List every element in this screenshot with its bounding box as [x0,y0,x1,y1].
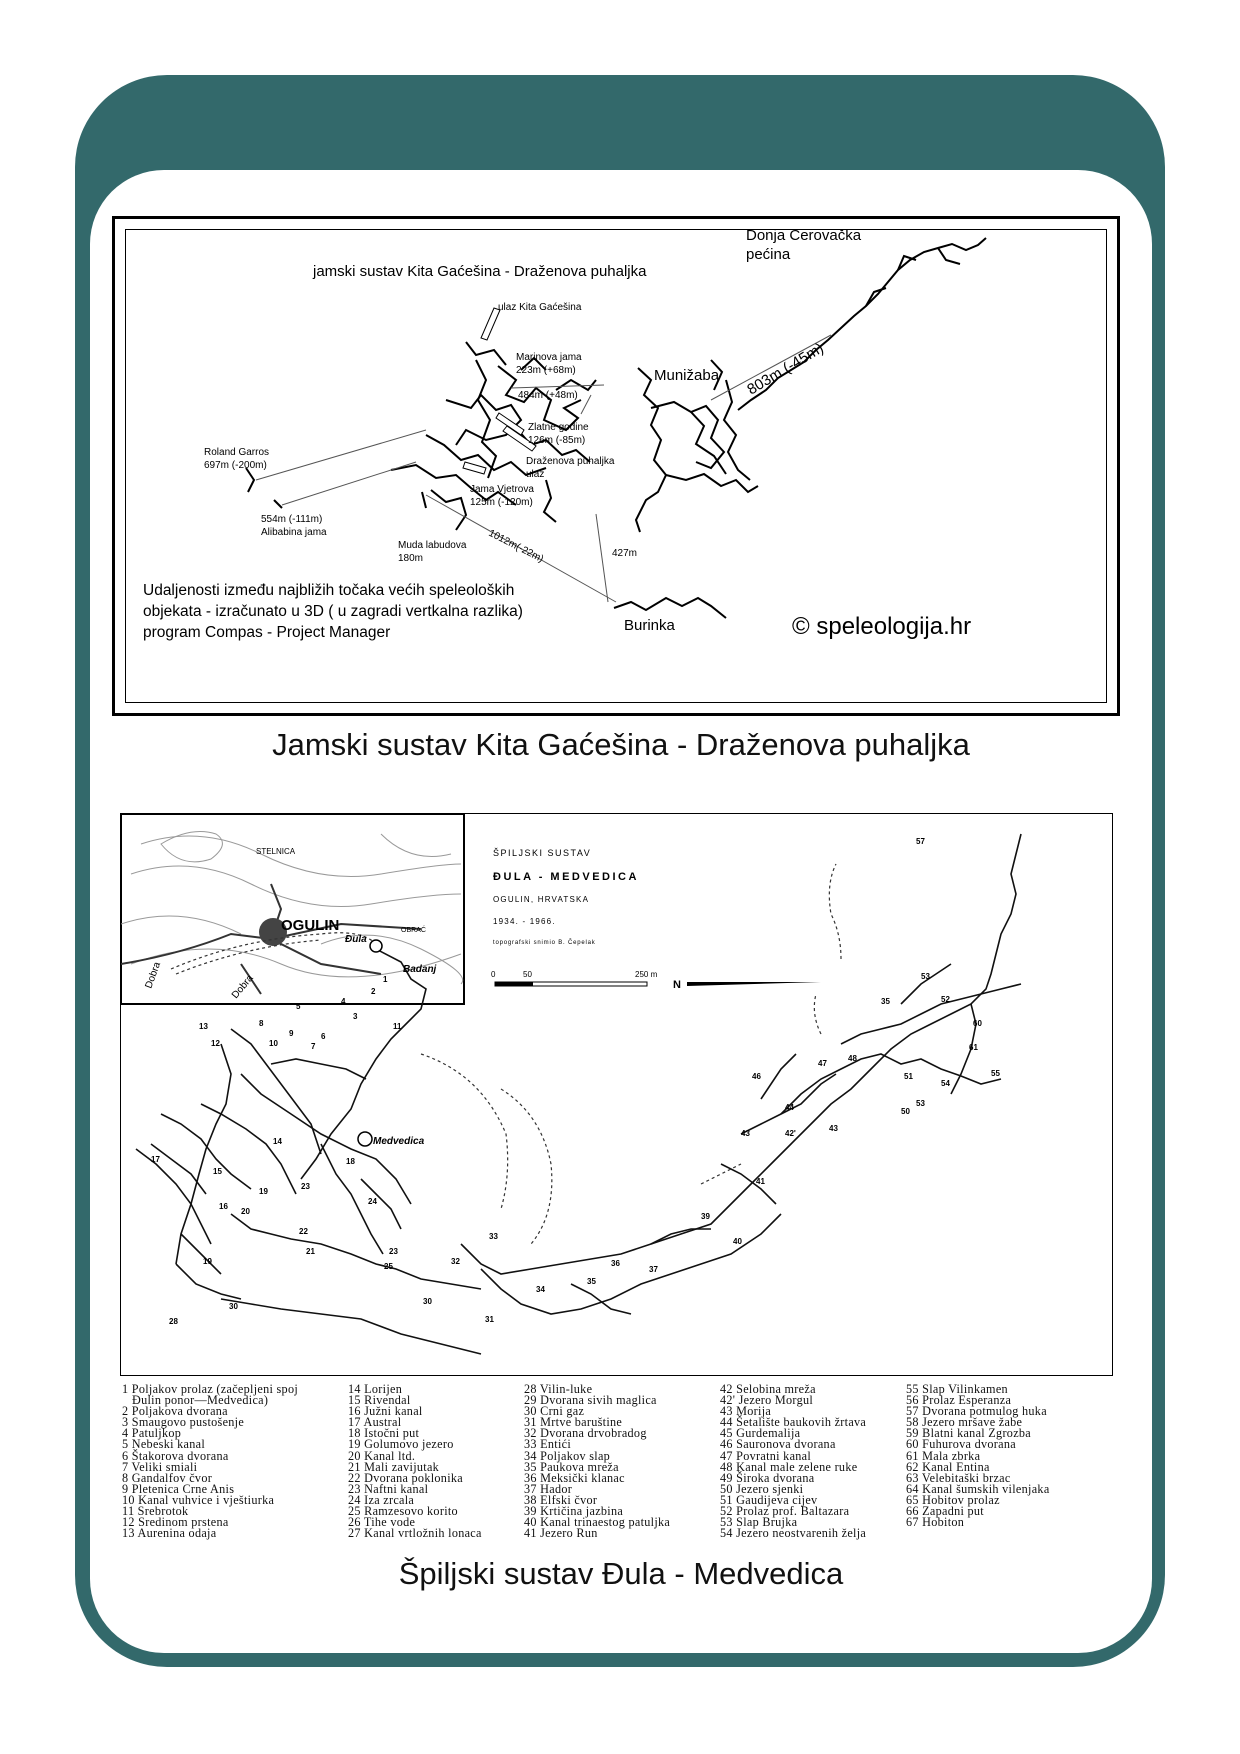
label-roland-dist: 697m (-200m) [204,460,267,471]
inset-stelnica: STELNICA [256,847,296,856]
passage-number: 43 [741,1129,750,1138]
legend-item: 3 Smaugovo pustošenje [122,1415,245,1430]
scale-0: 0 [491,970,496,979]
legend-item: 52 Prolaz prof. Baltazara [720,1504,850,1519]
label-ulaz-kita: ulaz Kita Gaćešina [498,302,582,313]
map1-title: jamski sustav Kita Gaćešina - Draženova puhaljka [313,263,647,280]
passage-number: 14 [273,1137,282,1146]
passage-number: 15 [213,1167,222,1176]
passage-number: 31 [485,1315,494,1324]
legend-item: 26 Tihe vode [348,1515,416,1530]
legend-item: 16 Južni kanal [348,1404,423,1419]
passage-number: 36 [611,1259,620,1268]
legend-item: 41 Jezero Run [524,1526,598,1541]
passage-number: 34 [536,1285,545,1294]
label-burinka: Burinka [624,617,675,634]
legend-item: 62 Kanal Entina [906,1459,990,1474]
legend-item: 19 Golumovo jezero [348,1437,454,1452]
passage-number: 9 [289,1029,294,1038]
passage-number: 8 [259,1019,264,1028]
legend-item: 61 Mala zbrka [906,1448,981,1463]
legend-item: 53 Slap Brujka [720,1515,798,1530]
legend-item: 33 Entići [524,1437,572,1452]
label-jama-vjetrova: Jama Vjetrova [470,484,534,495]
place-dula: Đula [345,934,367,945]
label-zlatne-dist: 126m (-85m) [528,435,586,446]
legend-item: 9 Pletenica Crne Anis [122,1481,235,1496]
legend-item: 36 Meksički klanac [524,1470,625,1485]
legend-item: 58 Jezero mršave žabe [906,1415,1023,1430]
passage-number: 24 [368,1197,377,1206]
passage-number: 19 [259,1187,268,1196]
legend-item: 13 Aurenina odaja [122,1526,217,1541]
passage-number: 40 [733,1237,742,1246]
passage-number: 23 [389,1247,398,1256]
caption-kita-gacesina: Jamski sustav Kita Gaćešina - Draženova puhaljka [272,727,970,762]
map2-header-1: ŠPILJSKI SUSTAV [493,848,592,858]
legend-item: 46 Sauronova dvorana [720,1437,836,1452]
legend-item: 32 Dvorana drvobradog [524,1426,647,1441]
legend-item: 47 Povratni kanal [720,1448,812,1463]
passage-number: 60 [973,1019,982,1028]
legend-item: 21 Mali zavijutak [348,1459,440,1474]
label-zlatne: Zlatne godine [528,422,589,433]
legend-item: 24 Iza zrcala [348,1492,415,1507]
legend-item: 48 Kanal male zelene ruke [720,1459,858,1474]
label-jama-vjetrova-dist: 125m (-120m) [470,497,533,508]
caption-dula-medvedica: Špiljski sustav Đula - Medvedica [398,1556,844,1591]
passage-number: 53 [916,1099,925,1108]
passage-number: 55 [991,1069,1000,1078]
legend-item: 45 Gurdemalija [720,1426,801,1441]
passage-number: 22 [299,1227,308,1236]
passage-number: 35 [881,997,890,1006]
label-1012: 1012m(-22m) [486,527,546,565]
legend-item: 31 Mrtve baruštine [524,1415,623,1430]
legend-item: 35 Paukova mreža [524,1459,619,1474]
passage-number: 30 [423,1297,432,1306]
legend-item: 30 Crni gaz [524,1404,585,1419]
legend-item: 18 Istočni put [348,1426,420,1441]
passage-number: 16 [219,1202,228,1211]
inset-dobra-1: Dobra [143,960,164,991]
legend-item: 43 Morija [720,1404,772,1419]
passage-number: 21 [306,1247,315,1256]
passage-number: 1 [383,975,388,984]
cave-survey-map-1 [126,230,1112,708]
passage-number: 12 [211,1039,220,1048]
map2-header-3: OGULIN, HRVATSKA [493,895,590,904]
label-marinova: Marinova jama [516,352,582,363]
legend-item: 5 Nebeski kanal [122,1437,206,1452]
legend-item: 40 Kanal trinaestog patuljka [524,1515,671,1530]
note-line-2: objekata - izračunato u 3D ( u zagradi vertkalna razlika) [143,603,523,620]
passage-number: 37 [649,1265,658,1274]
north-label: N [673,979,681,991]
copyright: © speleologija.hr [792,613,972,640]
place-badanj: Badanj [403,964,437,975]
legend-item: 22 Dvorana poklonika [348,1470,463,1485]
passage-number: 7 [311,1042,316,1051]
passage-number: 35 [587,1277,596,1286]
legend-item: 14 Lorijen [348,1382,403,1396]
label-muda: Muda labudova [398,540,467,551]
passage-number: 48 [848,1054,857,1063]
legend-column-5 [906,1384,1050,1528]
passage-number: 52 [941,995,950,1004]
passage-number: 2 [371,987,376,996]
legend-item: 23 Naftni kanal [348,1481,429,1496]
legend-item: 42 Selobina mreža [720,1382,816,1396]
legend-item: Đulin ponor—Medvedica) [132,1393,269,1408]
legend-item: 28 Vilin-luke [524,1382,593,1396]
passage-number: 13 [199,1022,208,1031]
legend-item: 17 Austral [348,1415,402,1430]
scale-250: 250 m [635,970,658,979]
legend-item: 20 Kanal ltd. [348,1448,416,1463]
passage-number: 54 [941,1079,950,1088]
map2-header-5: topografski snimio B. Čepelak [493,940,596,946]
legend-item: 44 Šetalište baukovih žrtava [720,1415,867,1430]
legend-item: 2 Poljakova dvorana [122,1404,228,1419]
legend-item: 37 Hador [524,1481,573,1496]
passage-number: 43 [829,1124,838,1133]
legend-item: 66 Zapadni put [906,1504,984,1519]
north-arrow-icon [687,982,821,986]
passage-number: 18 [346,1157,355,1166]
map-dula-medvedica [120,813,1113,1376]
passage-number: 10 [269,1039,278,1048]
legend-item: 34 Poljakov slap [524,1448,611,1463]
passage-number: 51 [904,1072,913,1081]
passage-number: 39 [701,1212,710,1221]
passage-number: 20 [241,1207,250,1216]
map-inner-border [125,229,1107,703]
passage-number: 25 [384,1262,393,1271]
legend-item: 4 Patuljkop [122,1426,182,1441]
legend-item: 49 Široka dvorana [720,1470,815,1485]
passage-number: 11 [393,1022,402,1031]
legend-item: 50 Jezero sjenki [720,1481,804,1496]
legend-item: 56 Prolaz Esperanza [906,1393,1012,1408]
legend-item: 8 Gandalfov čvor [122,1470,213,1485]
passage-number: 5 [296,1002,301,1011]
passage-number: 46 [752,1072,761,1081]
legend-column-2 [348,1384,482,1539]
note-line-1: Udaljenosti između najbližih točaka većih speleoloških [143,582,515,599]
label-pecina: pećina [746,246,791,263]
passage-number: 41 [756,1177,765,1186]
legend-item: 59 Blatni kanal Zgrozba [906,1426,1032,1441]
label-427: 427m [612,548,638,559]
legend-item: 65 Hobitov prolaz [906,1492,1000,1507]
legend-item: 64 Kanal šumskih vilenjaka [906,1481,1050,1496]
passage-number: 4 [341,997,346,1006]
inset-map [121,814,464,1004]
label-drazenova-ulaz: ulaz [526,469,545,480]
passage-number: 32 [451,1257,460,1266]
legend-item: 51 Gaudijeva cijev [720,1492,818,1507]
label-alibabina: Alibabina jama [261,527,327,538]
passage-number: 57 [916,837,925,846]
map2-header-2: ĐULA - MEDVEDICA [493,871,639,883]
legend-item: 63 Velebitaški brzac [906,1470,1011,1485]
legend-column-1 [122,1384,298,1539]
legend-item: 38 Elfski čvor [524,1492,598,1507]
map-kita-gacesina [112,216,1120,716]
passage-number: 23 [301,1182,310,1191]
inset-obrac: OBRAĆ [401,927,426,934]
cave-survey-map-2 [121,814,1112,1375]
legend-item: 1 Poljakov prolaz (začepljeni spoj [122,1382,299,1396]
map2-header-4: 1934. - 1966. [493,917,556,926]
legend-item: 42' Jezero Morgul [720,1393,814,1408]
legend-item: 10 Kanal vuhvice i vještiurka [122,1492,275,1507]
label-484: 484m (+48m) [518,390,578,401]
legend-column-3 [524,1384,670,1539]
legend-item: 54 Jezero neostvarenih želja [720,1526,867,1541]
passage-number: 30 [229,1302,238,1311]
label-803: 803m (-45m) [744,339,827,399]
passage-number: 53 [921,972,930,981]
legend-item: 25 Ramzesovo korito [348,1504,458,1519]
passage-number: 47 [818,1059,827,1068]
passage-number: 44 [785,1103,794,1112]
legend-item: 55 Slap Vilinkamen [906,1382,1008,1396]
inset-ogulin: OGULIN [281,917,340,934]
label-alibabina-dist: 554m (-111m) [261,514,323,525]
legend-item: 27 Kanal vrtložnih lonaca [348,1526,482,1541]
passage-number: 50 [901,1107,910,1116]
legend-column-4 [720,1384,866,1539]
label-roland: Roland Garros [204,447,270,458]
legend-item: 12 Sredinom prstena [122,1515,229,1530]
legend-item: 15 Rivendal [348,1393,411,1408]
note-line-3: program Compas - Project Manager [143,624,391,641]
passage-number: 42' [785,1129,796,1138]
passage-number: 28 [169,1317,178,1326]
label-donja-cerovacka: Donja Cerovačka [746,230,862,244]
legend-item: 60 Fuhurova dvorana [906,1437,1016,1452]
legend-item: 39 Krtičina jazbina [524,1504,624,1519]
legend-item: 6 Štakorova dvorana [122,1448,229,1463]
label-muda-dist: 180m [398,553,424,564]
scale-50: 50 [523,970,532,979]
legend-item: 7 Veliki smiali [122,1459,198,1474]
inset-dobra-2: Dobra [229,972,256,1001]
passage-number: 33 [489,1232,498,1241]
legend-item: 67 Hobiton [906,1515,965,1530]
label-drazenova: Draženova puhaljka [526,456,615,467]
label-marinova-dist: 223m (+68m) [516,365,576,376]
passage-number: 61 [969,1043,978,1052]
legend-item: 11 Srebrotok [122,1504,189,1519]
place-medvedica: Medvedica [373,1136,425,1147]
passage-number: 3 [353,1012,358,1021]
passage-number: 17 [151,1155,160,1164]
legend-item: 29 Dvorana sivih maglica [524,1393,657,1408]
label-munizaba: Munižaba [654,367,720,384]
passage-number: 6 [321,1032,326,1041]
passage-number: 19 [203,1257,212,1266]
legend-item: 57 Dvorana potmulog huka [906,1404,1047,1419]
